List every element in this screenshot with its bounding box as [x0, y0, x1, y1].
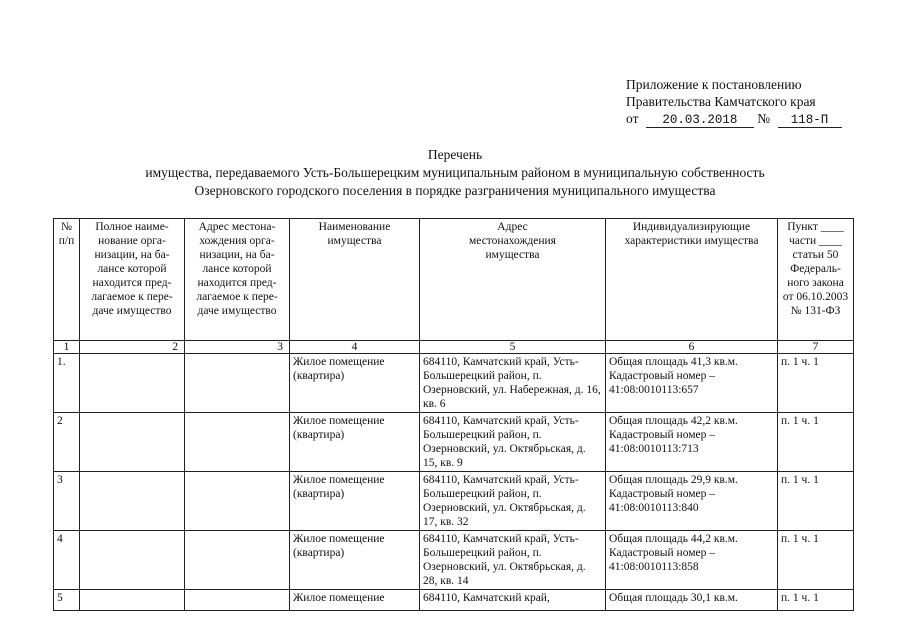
law-clause-cell: п. 1 ч. 1 [778, 531, 854, 590]
org-name-cell [80, 472, 185, 531]
column-number: 3 [185, 341, 290, 354]
column-number-row [54, 341, 854, 354]
document-heading [60, 146, 850, 200]
resolution-number: 118-П [778, 114, 842, 128]
property-table [53, 218, 854, 611]
org-address-cell [185, 472, 290, 531]
header-cell: Индивидуализирующие характеристики имущества [606, 219, 778, 341]
property-name-cell: Жилое помещение (квартира) [290, 413, 420, 472]
table-row [54, 413, 854, 472]
org-address-cell [185, 590, 290, 611]
property-characteristics-cell: Общая площадь 29,9 кв.м. Кадастровый номер – 41:08:0010113:840 [606, 472, 778, 531]
header-cell: № п/п [54, 219, 80, 341]
row-number: 3 [54, 472, 80, 531]
property-name-cell: Жилое помещение (квартира) [290, 531, 420, 590]
property-address-cell: 684110, Камчатский край, Усть-Большерецкий район, п. Озерновский, ул. Октябрьская, д. 17, кв. 32 [420, 472, 606, 531]
header-cell: Полное наиме-нование орга-низации, на ба-лансе которой находится пред-лагаемое к пере-даче имущество [80, 219, 185, 341]
row-number: 4 [54, 531, 80, 590]
org-address-cell [185, 531, 290, 590]
property-address-cell: 684110, Камчатский край, Усть-Большерецкий район, п. Озерновский, ул. Октябрьская, д. 28, кв. 14 [420, 531, 606, 590]
table-row [54, 354, 854, 413]
document-subtitle-line-1: имущества, передаваемого Усть-Большерецким муниципальным районом в муниципальную собственность [145, 165, 765, 180]
property-name-cell: Жилое помещение (квартира) [290, 354, 420, 413]
header-cell: Наименование имущества [290, 219, 420, 341]
org-name-cell [80, 354, 185, 413]
law-clause-cell: п. 1 ч. 1 [778, 590, 854, 611]
column-number: 7 [778, 341, 854, 354]
property-name-cell: Жилое помещение [290, 590, 420, 611]
document-subtitle-line-2: Озерновского городского поселения в порядке разграничения муниципального имущества [194, 183, 716, 198]
org-name-cell [80, 590, 185, 611]
document-title: Перечень [427, 147, 483, 162]
law-clause-cell: п. 1 ч. 1 [778, 413, 854, 472]
org-name-cell [80, 413, 185, 472]
property-characteristics-cell: Общая площадь 30,1 кв.м. [606, 590, 778, 611]
appendix-line-3 [626, 110, 886, 128]
table-row [54, 531, 854, 590]
row-number: 5 [54, 590, 80, 611]
property-address-cell: 684110, Камчатский край, [420, 590, 606, 611]
law-clause-cell: п. 1 ч. 1 [778, 472, 854, 531]
table-row [54, 472, 854, 531]
header-cell: Пункт ____ части ____ статьи 50 Федераль-ного закона от 06.10.2003 № 131-ФЗ [778, 219, 854, 341]
resolution-date: 20.03.2018 [646, 114, 754, 128]
header-cell: Адрес местона-хождения орга-низации, на ба-лансе которой находится пред-лагаемое к пере-даче имущество [185, 219, 290, 341]
property-address-cell: 684110, Камчатский край, Усть-Большерецкий район, п. Озерновский, ул. Октябрьская, д. 15, кв. 9 [420, 413, 606, 472]
org-name-cell [80, 531, 185, 590]
column-number: 2 [80, 341, 185, 354]
appendix-line-1: Приложение к постановлению [626, 77, 802, 92]
column-number: 5 [420, 341, 606, 354]
appendix-line-2: Правительства Камчатского края [626, 94, 816, 109]
row-number: 1. [54, 354, 80, 413]
property-address-cell: 684110, Камчатский край, Усть-Большерецкий район, п. Озерновский, ул. Набережная, д. 16, кв. 6 [420, 354, 606, 413]
property-characteristics-cell: Общая площадь 42,2 кв.м. Кадастровый номер – 41:08:0010113:713 [606, 413, 778, 472]
row-number: 2 [54, 413, 80, 472]
resolution-number-label: № [757, 111, 771, 126]
column-number: 6 [606, 341, 778, 354]
org-address-cell [185, 413, 290, 472]
law-clause-cell: п. 1 ч. 1 [778, 354, 854, 413]
appendix-date-prefix: от [626, 111, 639, 126]
column-number: 1 [54, 341, 80, 354]
header-row [54, 219, 854, 341]
org-address-cell [185, 354, 290, 413]
appendix-block [626, 76, 886, 128]
table-row [54, 590, 854, 611]
property-characteristics-cell: Общая площадь 41,3 кв.м. Кадастровый номер – 41:08:0010113:657 [606, 354, 778, 413]
column-number: 4 [290, 341, 420, 354]
property-characteristics-cell: Общая площадь 44,2 кв.м. Кадастровый номер – 41:08:0010113:858 [606, 531, 778, 590]
property-name-cell: Жилое помещение (квартира) [290, 472, 420, 531]
header-cell: Адрес местонахождения имущества [420, 219, 606, 341]
